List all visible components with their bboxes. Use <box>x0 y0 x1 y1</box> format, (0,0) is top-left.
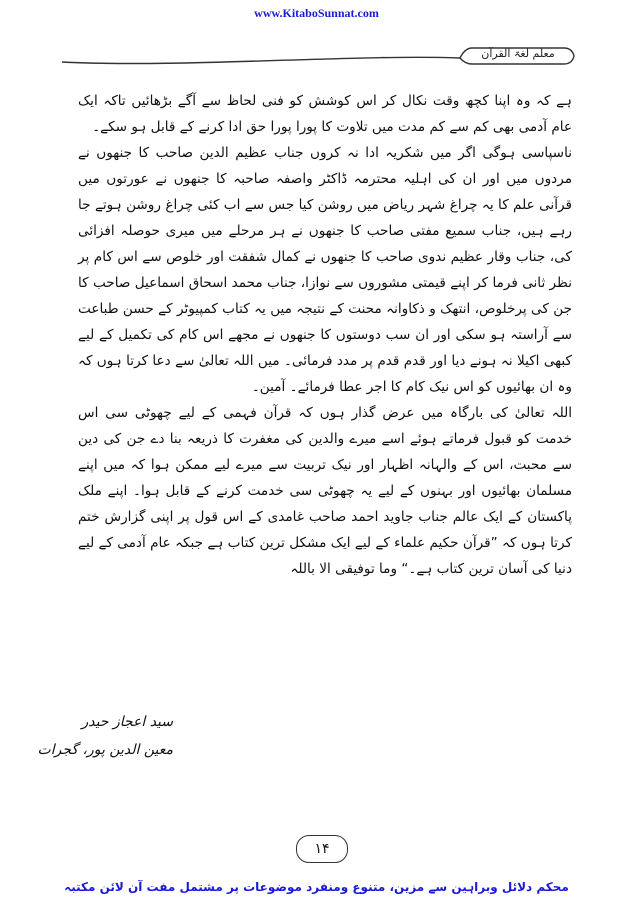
author-name: سید اعجاز حیدر <box>81 714 173 730</box>
page-number: ۱۴ <box>296 835 348 863</box>
paragraph: ناسپاسی ہوگی اگر میں شکریہ ادا نہ کروں جناب عظیم الدین صاحب کا جنھوں نے مردوں میں اور ان کی اہلیہ محترمہ ڈاکٹر واصفہ صاحبہ کا جنھوں نے عورتوں میں قرآنی علم کا یہ چراغ شہر ریاض میں روشن کیا جس سے اب کئی چراغ روشن ہوتے جا رہے ہیں، جناب سمیع مفتی صاحب کا جنھوں نے ہر مرحلے میں میری حوصلہ افزائی کی، جناب وقار عظیم ندوی صاحب کا جنھوں نے کمال شفقت اور خلوص سے اس کام پر نظر ثانی فرما کر اپنے قیمتی مشوروں سے نوازا، جناب محمد اسحاق اسماعیل صاحب کا جن کی پرخلوص، انتھک و ذکاوانہ محنت کے نتیجہ میں یہ کتاب کمپیوٹر کے حسن طباعت سے آراستہ ہو سکی اور ان سب دوستوں کا جنھوں نے مجھے اس کام کی تکمیل کے لیے کبھی اکیلا نہ ہونے دیا اور قدم قدم پر مدد فرمائی۔ میں اللہ تعالیٰ سے دعا کرتا ہوں کہ وہ ان بھائیوں کو اس نیک کام کا اجر عطا فرمائے۔ آمین۔ <box>78 145 572 395</box>
paragraph: اللہ تعالیٰ کی بارگاہ میں عرض گذار ہوں کہ قرآن فہمی کے لیے چھوٹی سی اس خدمت کو قبول فرماتے ہوئے اسے میرے والدین کی مغفرت کا ذریعہ بنا دے جن کی دین سے محبت، اس کے والہانہ اظہار اور نیک تربیت سے میرے لیے ممکن ہوا کہ میں اپنے مسلمان بھائیوں اور بہنوں کے لیے یہ چھوٹی سی خدمت کرنے کے قابل ہوا۔ اپنے ملک پاکستان کے ایک عالم جناب جاوید احمد صاحب غامدی کے اس قول پر اپنی گزارش ختم کرتا ہوں کہ ”قرآن حکیم علماء کے لیے ایک مشکل ترین کتاب ہے جبکہ عام آدمی کے لیے دنیا کی آسان ترین کتاب ہے۔“ وما توفیقی الا باللہ <box>78 405 572 577</box>
signature-block <box>38 708 173 764</box>
footer-tagline: محکم دلائل وبراہین سے مزین، متنوع ومنفرد موضوعات پر مشتمل مفت آن لائن مکتبہ <box>64 880 569 894</box>
site-url[interactable]: www.KitaboSunnat.com <box>254 6 379 20</box>
book-title: معلم لغۃ القرآن <box>481 47 555 60</box>
page-body <box>78 88 572 582</box>
author-place: معین الدین پور، گجرات <box>37 742 173 758</box>
paragraph: ہے کہ وہ اپنا کچھ وقت نکال کر اس کوشش کو فنی لحاظ سے آگے بڑھائیں تاکہ ایک عام آدمی بھی کم سے کم مدت میں تلاوت کا پورا پورا حق ادا کرنے کے قابل ہو سکے۔ <box>78 93 572 135</box>
